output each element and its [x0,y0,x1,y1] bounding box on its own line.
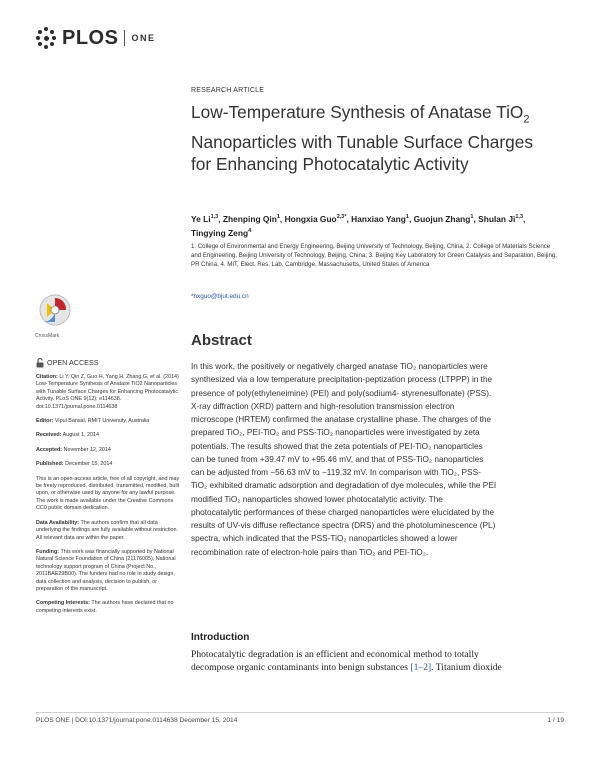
author-list: Ye Li$^{1,3}$, Zhenping Qin$^1$, Hongxia Guo$^{2,3*}$, Hanxiao Yang$^1$, Guojun Zhang$^1$, Shulan Ji$^{1,3}$, Tingying Zeng$^4$ [191,213,526,238]
author-affiliation-marker: 1 [276,214,280,220]
abstract-line: microscope (HRTEM) confirmed the anatase crystalline phase. The charges of the [191,415,492,424]
abstract-line: results of UV-vis diffuse reflectance spectra (DRS) and the photoluminescence (PL) [191,521,496,530]
author-affiliation-marker: 4 [248,227,252,234]
citation-block: Citation: Li Y, Qin Z, Guo H, Yang H, Zhang G, et al. (2014) Low-Temperature Synthesis of Anatase TiO2 Nanoparticles with Tunable Surface Charges for Enhancing Photocatalytic Activity. PLoS ONE 9(12): e114638. doi:10.1371/journal.pone.0114638 [36,374,179,410]
license-block: This is an open-access article, free of all copyright, and may be freely reproduced, distributed, transmitted, modified, built upon, or otherwise used by anyone for any lawful purpose. The work is made available under the Creative Commons CC0 public domain dedication. [36,475,180,512]
citation-link[interactable]: [1–2] [410,662,432,674]
abstract-line: can be adjusted from −56.63 mV to −119.32 mV. In comparison with TiO₂, PSS- [191,468,481,477]
abstract-line: photocatalytic performances of these charged nanoparticles were elucidated by the [191,507,495,517]
abstract-body [191,360,566,559]
author-affiliation-marker: 1,3 [210,214,219,220]
author-name: Tingying Zeng [191,227,249,238]
author-name: Hongxia Guo [284,213,337,224]
intro-line: Photocatalytic degradation is an efficient and economical method to totally [191,649,479,660]
funding-block: Funding: This work was financially supported by National Natural Science Foundation of China (21176005), National technology support program of China (Project No., 2011BAE29B00). The funders had no role in study design, data collection and analysis, decision to publish, or preparation of the manuscript. [36,548,176,592]
footer-divider [36,712,564,713]
abstract-line: TiO₂ exhibited dramatic adsorption and degradation of dye molecules, while the PEI [191,481,497,491]
competing-interests-block: Competing Interests: The authors have declared that no competing interests exist. [36,600,174,614]
introduction-body [191,648,571,674]
logo-text: PLOS [62,26,119,49]
author-affiliation-marker: 2,3* [336,214,347,220]
author-affiliation-marker: 1,3 [515,214,524,220]
affiliations: 1. College of Environmental and Energy Engineering, Beijing University of Technology, Beijing, China, 2. College of Materials Science and Engineering, Beijing University of Technology, Beijing, China, 3. Beijing Key Laboratory for Green Catalysis and Separation, Beijing, PR China, 4. MIT, Elect. Res. Lab, Cambridge, Massachusetts, United States of America [191,243,557,268]
author-name: Ye Li [191,213,211,224]
corresponding-email-link[interactable]: *hxguo@bjut.edu.cn [191,293,249,300]
abstract-line: synthesized via a low temperature precipitation-peptization process (LTPPP) in the [191,375,493,385]
author-name: Shulan Ji [478,213,516,224]
logo-sub: ONE [131,33,156,43]
accepted-block: Accepted: November 12, 2014 [36,446,111,453]
plos-one-logo [36,26,155,50]
open-access-label: OPEN ACCESS [47,358,99,368]
published-block: Published: December 15, 2014 [36,461,113,468]
introduction-heading: Introduction [191,632,250,643]
abstract-line: recombination rate of electron-hole pairs than TiO₂ and PEI-TiO₂. [191,547,429,557]
open-access-badge [36,358,182,368]
article-type: RESEARCH ARTICLE [191,87,265,94]
received-block: Received: August 1, 2014 [36,432,99,439]
abstract-line: In this work, the positively or negatively charged anatase TiO₂ nanoparticles were [191,362,488,371]
abstract-line: presence of poly(ethyleneimine) (PEI) and poly(sodium4- styrenesulfonate) (PSS). [191,388,492,398]
author-name: Hanxiao Yang [351,213,406,224]
footer-doi: PLOS ONE | DOI:10.1371/journal.pone.0114638 December 15, 2014 [36,717,238,724]
author-affiliation-marker: 1 [405,214,409,220]
author-name: Guojun Zhang [413,213,471,224]
plos-dots-icon [36,26,62,50]
abstract-line: X-ray diffraction (XRD) pattern and high-resolution transmission electron [191,401,455,411]
logo-divider [124,30,125,46]
article-title: Low-Temperature Synthesis of Anatase TiO$_2$ Nanoparticles with Tunable Surface Charges for Enhancing Photocatalytic Activity [191,102,533,174]
author-name: Zhenping Qin [222,213,277,224]
intro-line: decompose organic contaminants into benign substances [1–2]. Titanium dioxide [191,662,502,674]
crossmark-label: CrossMark [35,333,60,339]
author-affiliation-marker: 1 [470,214,474,220]
crossmark-icon[interactable] [38,293,72,335]
abstract-line: modified TiO₂ nanoparticles showed lower photocatalytic activity. The [191,494,443,504]
editor-block: Editor: Vipul Bansal, RMIT University, Australia [36,418,150,425]
abstract-line: potentials. The results showed that the zeta potentials of PEI-TiO₂ nanoparticles [191,441,483,451]
page-number: 1 / 19 [547,717,564,724]
abstract-line: can be tuned from +39.47 mV to +95.46 mV, and that of PSS-TiO₂ nanoparticles [191,454,484,464]
abstract-line: prepared TiO₂, PEI-TiO₂ and PSS-TiO₂ nanoparticles were investigated by zeta [191,428,480,438]
open-lock-icon [36,358,44,368]
data-availability-block: Data Availability: The authors confirm that all data underlying the findings are fully available without restriction. All relevant data are within the paper. [36,519,179,541]
article-info-sidebar [36,358,182,622]
abstract-heading: Abstract [191,332,252,349]
abstract-line: spectra, which indicated that the PSS-TiO₂ nanoparticles showed a lower [191,534,458,544]
